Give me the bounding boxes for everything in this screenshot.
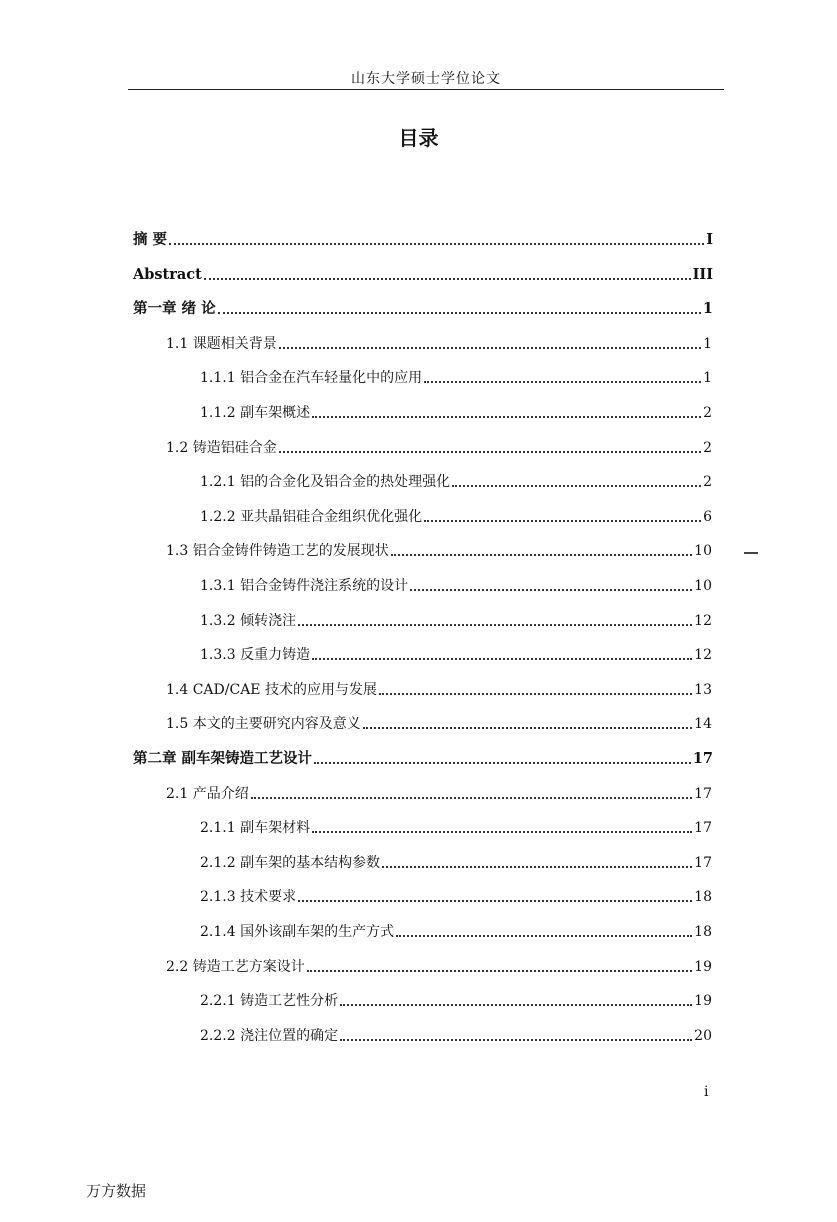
- toc-entry-label: 2.1.4 国外该副车架的生产方式: [200, 924, 395, 940]
- toc-entry-page: 1: [702, 300, 713, 318]
- toc-leader-dots: [424, 381, 701, 383]
- toc-entry-label: 1.3.3 反重力铸造: [200, 647, 311, 664]
- toc-leader-dots: [452, 485, 701, 487]
- toc-entry[interactable]: [200, 467, 712, 491]
- toc-leader-dots: [396, 935, 692, 937]
- toc-entry-page: 10: [694, 543, 712, 560]
- toc-leader-dots: [391, 554, 692, 556]
- toc-entry[interactable]: [166, 952, 712, 976]
- toc-entry-label: 1.1.2 副车架概述: [200, 405, 311, 421]
- toc-entry-page: 13: [694, 681, 712, 698]
- toc-leader-dots: [169, 243, 704, 245]
- header-rule: [128, 89, 724, 90]
- toc-entry[interactable]: [200, 1021, 712, 1045]
- toc-entry[interactable]: [200, 882, 712, 906]
- toc-entry-page: 18: [694, 889, 712, 906]
- toc-entry-label: 2.2.2 浇注位置的确定: [200, 1027, 339, 1044]
- toc-leader-dots: [382, 866, 692, 868]
- toc-leader-dots: [298, 900, 692, 902]
- toc-entry-label: 1.5 本文的主要研究内容及意义: [166, 716, 361, 733]
- toc-entry-label: 2.2.1 铸造工艺性分析: [200, 993, 339, 1010]
- toc-leader-dots: [312, 658, 692, 660]
- toc-entry[interactable]: [200, 502, 712, 526]
- scan-speck: [744, 552, 758, 554]
- toc-entry-label: 1.3.1 铝合金铸件浇注系统的设计: [200, 578, 409, 594]
- toc-entry-label: 第一章 绪 论: [133, 300, 216, 318]
- toc-entry[interactable]: [166, 329, 712, 353]
- toc-entry-page: 1: [703, 370, 712, 387]
- running-header: 山东大学硕士学位论文: [351, 71, 501, 87]
- toc-entry-page: III: [692, 265, 713, 283]
- toc-entry-label: 1.1.1 铝合金在汽车轻量化中的应用: [200, 370, 423, 387]
- toc-entry-label: 2.1.1 副车架材料: [200, 820, 311, 837]
- toc-leader-dots: [279, 451, 701, 453]
- page-number: i: [704, 1084, 709, 1100]
- toc-entry-page: 19: [694, 993, 712, 1010]
- toc-entry-page: 14: [694, 716, 712, 733]
- toc-entry-label: 1.2.2 亚共晶铝硅合金组织优化强化: [200, 508, 423, 525]
- toc-leader-dots: [340, 1039, 692, 1041]
- toc-leader-dots: [298, 624, 692, 626]
- toc-entry[interactable]: [200, 640, 712, 664]
- toc-entry-page: 6: [703, 508, 712, 525]
- toc-entry[interactable]: [200, 917, 712, 941]
- toc-entry[interactable]: [133, 225, 713, 249]
- toc-leader-dots: [218, 312, 701, 314]
- toc-entry-page: 10: [694, 578, 712, 594]
- toc-entry[interactable]: [200, 571, 712, 595]
- toc-entry-label: 2.2 铸造工艺方案设计: [166, 958, 305, 975]
- toc-entry-page: 17: [694, 854, 712, 871]
- toc-leader-dots: [204, 278, 691, 280]
- toc-entry-label: Abstract: [133, 265, 202, 283]
- toc-leader-dots: [340, 1004, 692, 1006]
- toc-leader-dots: [312, 831, 692, 833]
- toc-entry-label: 2.1.2 副车架的基本结构参数: [200, 854, 381, 871]
- toc-leader-dots: [251, 797, 692, 799]
- toc-entry-page: 19: [694, 958, 712, 975]
- toc-entry[interactable]: [166, 709, 712, 733]
- toc-entry-page: 2: [703, 405, 712, 421]
- toc-leader-dots: [424, 520, 701, 522]
- toc-entry[interactable]: [200, 363, 712, 387]
- toc-entry-label: 摘 要: [133, 231, 168, 248]
- toc-entry[interactable]: [200, 848, 712, 872]
- toc-entry[interactable]: [166, 433, 712, 457]
- toc-entry-page: 2: [703, 474, 712, 491]
- toc-entry-label: 1.1 课题相关背景: [166, 335, 277, 352]
- toc-entry-page: 12: [694, 647, 712, 664]
- toc-leader-dots: [410, 589, 692, 591]
- toc-entry[interactable]: [166, 675, 712, 699]
- toc-entry-label: 1.3 铝合金铸件铸造工艺的发展现状: [166, 543, 389, 560]
- toc-entry-label: 2.1 产品介绍: [166, 785, 249, 802]
- toc-entry[interactable]: [200, 986, 712, 1010]
- toc-entry[interactable]: [200, 398, 712, 422]
- toc-entry[interactable]: [166, 536, 712, 560]
- watermark: 万方数据: [86, 1182, 147, 1200]
- toc-entry-page: 1: [703, 335, 712, 352]
- toc-entry-page: 2: [703, 439, 712, 456]
- toc-entry[interactable]: [200, 813, 712, 837]
- toc-entry[interactable]: [133, 744, 713, 768]
- toc-entry-label: 2.1.3 技术要求: [200, 889, 297, 906]
- toc-title: 目录: [398, 126, 439, 150]
- toc-entry-label: 第二章 副车架铸造工艺设计: [133, 750, 313, 767]
- toc-entry-page: 20: [694, 1027, 712, 1044]
- toc-entry-label: 1.2.1 铝的合金化及铝合金的热处理强化: [200, 474, 451, 491]
- toc-entry[interactable]: [133, 260, 713, 284]
- toc-entry-page: I: [706, 231, 713, 248]
- toc-leader-dots: [279, 347, 701, 349]
- toc-entry[interactable]: [166, 779, 712, 803]
- toc-entry-page: 18: [694, 924, 712, 940]
- toc-leader-dots: [307, 970, 692, 972]
- toc-entry-label: 1.4 CAD/CAE 技术的应用与发展: [166, 681, 377, 698]
- toc-entry-label: 1.2 铸造铝硅合金: [166, 439, 277, 456]
- toc-entry-page: 17: [692, 750, 713, 767]
- toc-entry-page: 17: [694, 785, 712, 802]
- toc-entry[interactable]: [200, 606, 712, 630]
- toc-entry-page: 17: [694, 820, 712, 837]
- toc-entry[interactable]: [133, 294, 713, 318]
- toc-leader-dots: [363, 727, 692, 729]
- toc-entry-page: 12: [694, 612, 712, 629]
- toc-entry-label: 1.3.2 倾转浇注: [200, 612, 297, 629]
- toc-leader-dots: [314, 762, 691, 764]
- toc-leader-dots: [379, 693, 692, 695]
- toc-leader-dots: [312, 416, 701, 418]
